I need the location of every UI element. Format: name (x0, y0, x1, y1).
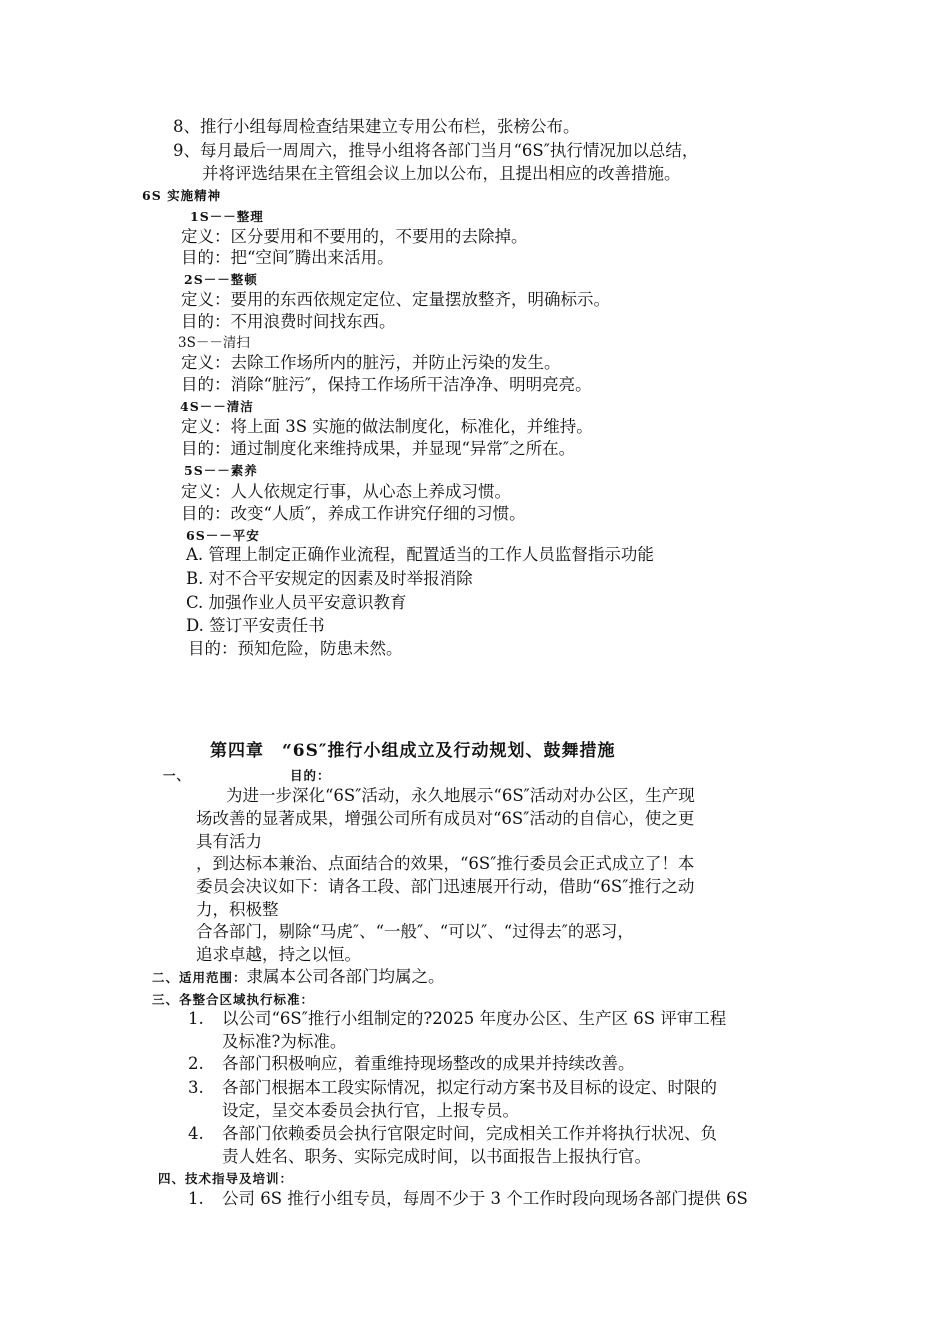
sec4-item-1-l1: 公司 6S 推行小组专员，每周不少于 3 个工作时段向现场各部门提供 6S (222, 1189, 748, 1208)
sec1-p1: 为进一步深化“6S″活动，永久地展示“6S″活动对办公区，生产现 (226, 786, 695, 805)
s2-title: 2S－－整顿 (184, 272, 258, 287)
sec2 (152, 966, 445, 989)
sec1-p4: ，到达标本兼治、点面结合的效果，“6S″推行委员会正式成立了！本 (196, 854, 695, 873)
s3-title: 3S－－清扫 (178, 335, 250, 351)
chapter-title: 第四章 “6S″推行小组成立及行动规划、鼓舞措施 (210, 741, 616, 761)
s5-goal: 目的：改变“人质″，养成工作讲究仔细的习惯。 (181, 504, 526, 523)
s6-title: 6S－－平安 (186, 528, 260, 543)
s6-goal: 目的：预知危险，防患未然。 (188, 639, 403, 658)
spirit-heading: 6S 实施精神 (142, 188, 222, 203)
s1-def: 定义：区分要用和不要用的，不要用的去除掉。 (181, 227, 528, 246)
sec3-item-1-l2: 及标准?为标准。 (222, 1032, 347, 1051)
sec1-p7: 合各部门，剔除“马虎″、“一般″、“可以″、“过得去″的恶习， (196, 922, 634, 941)
sec1-p3: 具有活力 (196, 832, 262, 851)
s6-b: B. 对不合平安规定的因素及时举报消除 (186, 569, 473, 588)
s4-title: 4S－－清洁 (180, 399, 254, 414)
sec3-item-1-num: 1. (188, 1009, 204, 1028)
s4-def: 定义：将上面 3S 实施的做法制度化，标准化，并维持。 (181, 417, 593, 436)
item-9: 9、每月最后一周周六，推导小组将各部门当月“6S″执行情况加以总结， (173, 141, 699, 160)
s2-goal: 目的：不用浪费时间找东西。 (181, 312, 396, 331)
sec1-p6: 力，积极整 (196, 900, 279, 919)
s3-goal: 目的：消除“脏污″，保持工作场所干洁净净、明明亮亮。 (181, 375, 592, 394)
item-9-cont: 并将评选结果在主管组会议上加以公布，且提出相应的改善措施。 (202, 164, 681, 183)
s1-title: 1S－－整理 (190, 209, 264, 224)
s6-d: D. 签订平安责任书 (186, 616, 325, 635)
sec4-item-1-num: 1. (188, 1189, 204, 1208)
sec3-item-3-l1: 各部门根据本工段实际情况，拟定行动方案书及目标的设定、时限的 (222, 1078, 717, 1097)
sec3-item-3-l2: 设定，呈交本委员会执行官，上报专员。 (222, 1101, 519, 1120)
s2-def: 定义：要用的东西依规定定位、定量摆放整齐，明确标示。 (181, 290, 610, 309)
sec3-label: 三、各整合区域执行标准： (152, 992, 315, 1007)
sec3-item-4-l2: 责人姓名、职务、实际完成时间，以书面报告上报执行官。 (222, 1147, 651, 1166)
sec3-item-1-l1: 以公司“6S″推行小组制定的?2025 年度办公区、生产区 6S 评审工程 (222, 1009, 727, 1028)
s5-title: 5S－－素养 (184, 463, 258, 478)
sec1-p8: 追求卓越，持之以恒。 (196, 945, 361, 964)
sec3-item-4-l1: 各部门依赖委员会执行官限定时间，完成相关工作并将执行状况、负 (222, 1124, 717, 1143)
s3-def: 定义：去除工作场所内的脏污，并防止污染的发生。 (181, 353, 561, 372)
sec2-text: 隶属本公司各部门均属之。 (246, 967, 445, 986)
item-8: 8、推行小组每周检查结果建立专用公布栏，张榜公布。 (173, 117, 580, 136)
sec3-item-4-num: 4. (188, 1124, 204, 1143)
s6-c: C. 加强作业人员平安意识教育 (186, 593, 407, 612)
sec1-p5: 委员会决议如下：请各工段、部门迅速展开行动，借助“6S″推行之动 (196, 877, 695, 896)
sec3-item-2-l1: 各部门积极响应，着重维持现场整改的成果并持续改善。 (222, 1054, 635, 1073)
s5-def: 定义：人人依规定行事，从心态上养成习惯。 (181, 482, 511, 501)
sec3-item-2-num: 2. (188, 1054, 204, 1073)
sec1-p2: 场改善的显著成果，增强公司所有成员对“6S″活动的自信心，使之更 (196, 809, 695, 828)
s4-goal: 目的：通过制度化来维持成果，并显现“异常″之所在。 (181, 439, 576, 458)
sec4-label: 四、技术指导及培训： (158, 1171, 294, 1186)
s1-goal: 目的：把“空间″腾出来活用。 (181, 248, 394, 267)
sec3-item-3-num: 3. (188, 1078, 204, 1097)
sec2-label: 二、适用范围： (152, 970, 247, 985)
s6-a: A. 管理上制定正确作业流程，配置适当的工作人员监督指示功能 (186, 545, 654, 564)
sec1-label: 目的： (290, 768, 331, 783)
sec1-num: 一、 (163, 768, 191, 783)
